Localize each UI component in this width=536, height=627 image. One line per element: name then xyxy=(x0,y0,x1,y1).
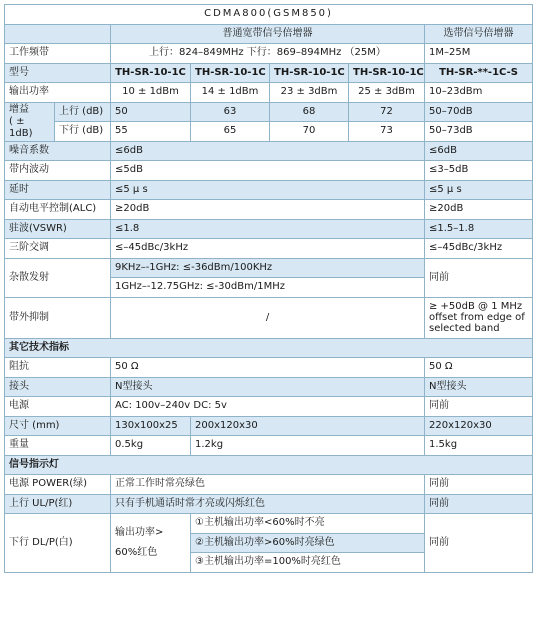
dl-led-item: ③主机输出功率=100%时亮红色 xyxy=(191,553,425,573)
gain-up-label: 上行 (dB) xyxy=(55,102,111,122)
dl-led-condition-line2: 60%红色 xyxy=(115,546,158,558)
other-section-row xyxy=(5,338,533,358)
ripple-selective: ≤3–5dB xyxy=(425,161,533,181)
gain-down-value: 65 xyxy=(191,122,270,142)
ul-led-row xyxy=(5,494,533,514)
gain-down-value: 73 xyxy=(349,122,425,142)
vswr-wideband: ≤1.8 xyxy=(111,219,425,239)
power-value: 10 ± 1dBm xyxy=(111,83,191,103)
dl-led-item: ①主机输出功率<60%时不亮 xyxy=(191,514,425,534)
ul-led-label: 上行 UL/P(红) xyxy=(5,494,111,514)
delay-wideband: ≤5 μ s xyxy=(111,180,425,200)
ripple-row xyxy=(5,161,533,181)
vswr-label: 驻波(VSWR) xyxy=(5,219,111,239)
dl-led-row-1 xyxy=(5,514,533,534)
gain-up-value-selective: 50–70dB xyxy=(425,102,533,122)
dl-led-label: 下行 DL/P(白) xyxy=(5,514,111,573)
size-selective: 220x120x30 xyxy=(425,416,533,436)
spurious-selective: 同前 xyxy=(425,258,533,297)
power-led-desc: 正常工作时常亮绿色 xyxy=(111,475,425,495)
supply-selective: 同前 xyxy=(425,397,533,417)
model-value: TH-SR-10-1C xyxy=(349,63,425,83)
freq-wideband: 上行：824–849MHz 下行：869–894MHz （25M） xyxy=(111,44,425,64)
delay-selective: ≤5 μ s xyxy=(425,180,533,200)
weight-large: 1.2kg xyxy=(191,436,425,456)
ul-led-desc: 只有手机通话时常才亮或闪烁红色 xyxy=(111,494,425,514)
gain-up-value: 63 xyxy=(191,102,270,122)
supply-wideband: AC: 100v–240v DC: 5v xyxy=(111,397,425,417)
title-row xyxy=(5,5,533,25)
delay-row xyxy=(5,180,533,200)
noise-selective: ≤6dB xyxy=(425,141,533,161)
imd-wideband: ≤–45dBc/3kHz xyxy=(111,239,425,259)
gain-up-value: 72 xyxy=(349,102,425,122)
oob-wideband: / xyxy=(111,297,425,338)
alc-row xyxy=(5,200,533,220)
header-blank xyxy=(5,24,111,44)
connector-label: 接头 xyxy=(5,377,111,397)
noise-wideband: ≤6dB xyxy=(111,141,425,161)
power-led-row xyxy=(5,475,533,495)
model-row xyxy=(5,63,533,83)
gain-down-row xyxy=(5,122,533,142)
oob-selective: ≥ +50dB @ 1 MHz offset from edge of selected band xyxy=(425,297,533,338)
impedance-selective: 50 Ω xyxy=(425,358,533,378)
supply-label: 电源 xyxy=(5,397,111,417)
power-led-selective: 同前 xyxy=(425,475,533,495)
impedance-row xyxy=(5,358,533,378)
table-title: CDMA800(GSM850) xyxy=(5,5,533,25)
gain-up-value: 50 xyxy=(111,102,191,122)
gain-up-row xyxy=(5,102,533,122)
alc-selective: ≥20dB xyxy=(425,200,533,220)
header-selective: 选带信号倍增器 xyxy=(425,24,533,44)
weight-small: 0.5kg xyxy=(111,436,191,456)
noise-label: 噪音系数 xyxy=(5,141,111,161)
dl-led-item: ②主机输出功率>60%时亮绿色 xyxy=(191,533,425,553)
spec-table xyxy=(4,4,533,573)
size-small: 130x100x25 xyxy=(111,416,191,436)
model-label: 型号 xyxy=(5,63,111,83)
power-value: 23 ± 3dBm xyxy=(270,83,349,103)
freq-label: 工作频带 xyxy=(5,44,111,64)
size-row xyxy=(5,416,533,436)
ripple-wideband: ≤5dB xyxy=(111,161,425,181)
size-label: 尺寸 (mm) xyxy=(5,416,111,436)
header-row xyxy=(5,24,533,44)
connector-wideband: N型接头 xyxy=(111,377,425,397)
other-section-title: 其它技术指标 xyxy=(5,338,533,358)
gain-down-label: 下行 (dB) xyxy=(55,122,111,142)
gain-down-value-selective: 50–73dB xyxy=(425,122,533,142)
connector-selective: N型接头 xyxy=(425,377,533,397)
dl-led-condition-line1: 输出功率> xyxy=(115,526,164,538)
spurious-row-1 xyxy=(5,258,533,278)
gain-label-line1: 增益 xyxy=(9,103,29,115)
led-section-title: 信号指示灯 xyxy=(5,455,533,475)
alc-label: 自动电平控制(ALC) xyxy=(5,200,111,220)
alc-wideband: ≥20dB xyxy=(111,200,425,220)
spurious-line1: 9KHz–-1GHz: ≤-36dBm/100KHz xyxy=(111,258,425,278)
vswr-row xyxy=(5,219,533,239)
imd-row xyxy=(5,239,533,259)
power-value: 25 ± 3dBm xyxy=(349,83,425,103)
ul-led-selective: 同前 xyxy=(425,494,533,514)
gain-down-value: 70 xyxy=(270,122,349,142)
weight-label: 重量 xyxy=(5,436,111,456)
ripple-label: 带内波动 xyxy=(5,161,111,181)
model-value: TH-SR-10-1C xyxy=(270,63,349,83)
spurious-label: 杂散发射 xyxy=(5,258,111,297)
weight-row xyxy=(5,436,533,456)
power-value: 14 ± 1dBm xyxy=(191,83,270,103)
power-value-selective: 10–23dBm xyxy=(425,83,533,103)
model-value-selective: TH-SR-**-1C-S xyxy=(425,63,533,83)
power-row xyxy=(5,83,533,103)
gain-label xyxy=(5,102,55,141)
dl-led-selective: 同前 xyxy=(425,514,533,573)
freq-row xyxy=(5,44,533,64)
spurious-line2: 1GHz–-12.75GHz: ≤-30dBm/1MHz xyxy=(111,278,425,298)
impedance-wideband: 50 Ω xyxy=(111,358,425,378)
impedance-label: 阻抗 xyxy=(5,358,111,378)
power-label: 输出功率 xyxy=(5,83,111,103)
noise-row xyxy=(5,141,533,161)
size-large: 200x120x30 xyxy=(191,416,425,436)
oob-row xyxy=(5,297,533,338)
dl-led-condition xyxy=(111,514,191,573)
weight-selective: 1.5kg xyxy=(425,436,533,456)
supply-row xyxy=(5,397,533,417)
model-value: TH-SR-10-1C xyxy=(111,63,191,83)
delay-label: 延时 xyxy=(5,180,111,200)
oob-label: 带外抑制 xyxy=(5,297,111,338)
gain-up-value: 68 xyxy=(270,102,349,122)
imd-selective: ≤–45dBc/3kHz xyxy=(425,239,533,259)
gain-down-value: 55 xyxy=(111,122,191,142)
freq-selective: 1M–25M xyxy=(425,44,533,64)
header-wideband: 普通宽带信号倍增器 xyxy=(111,24,425,44)
connector-row xyxy=(5,377,533,397)
power-led-label: 电源 POWER(绿) xyxy=(5,475,111,495)
imd-label: 三阶交调 xyxy=(5,239,111,259)
model-value: TH-SR-10-1C xyxy=(191,63,270,83)
led-section-row xyxy=(5,455,533,475)
gain-label-line2: ( ± 1dB) xyxy=(9,115,33,139)
vswr-selective: ≤1.5–1.8 xyxy=(425,219,533,239)
